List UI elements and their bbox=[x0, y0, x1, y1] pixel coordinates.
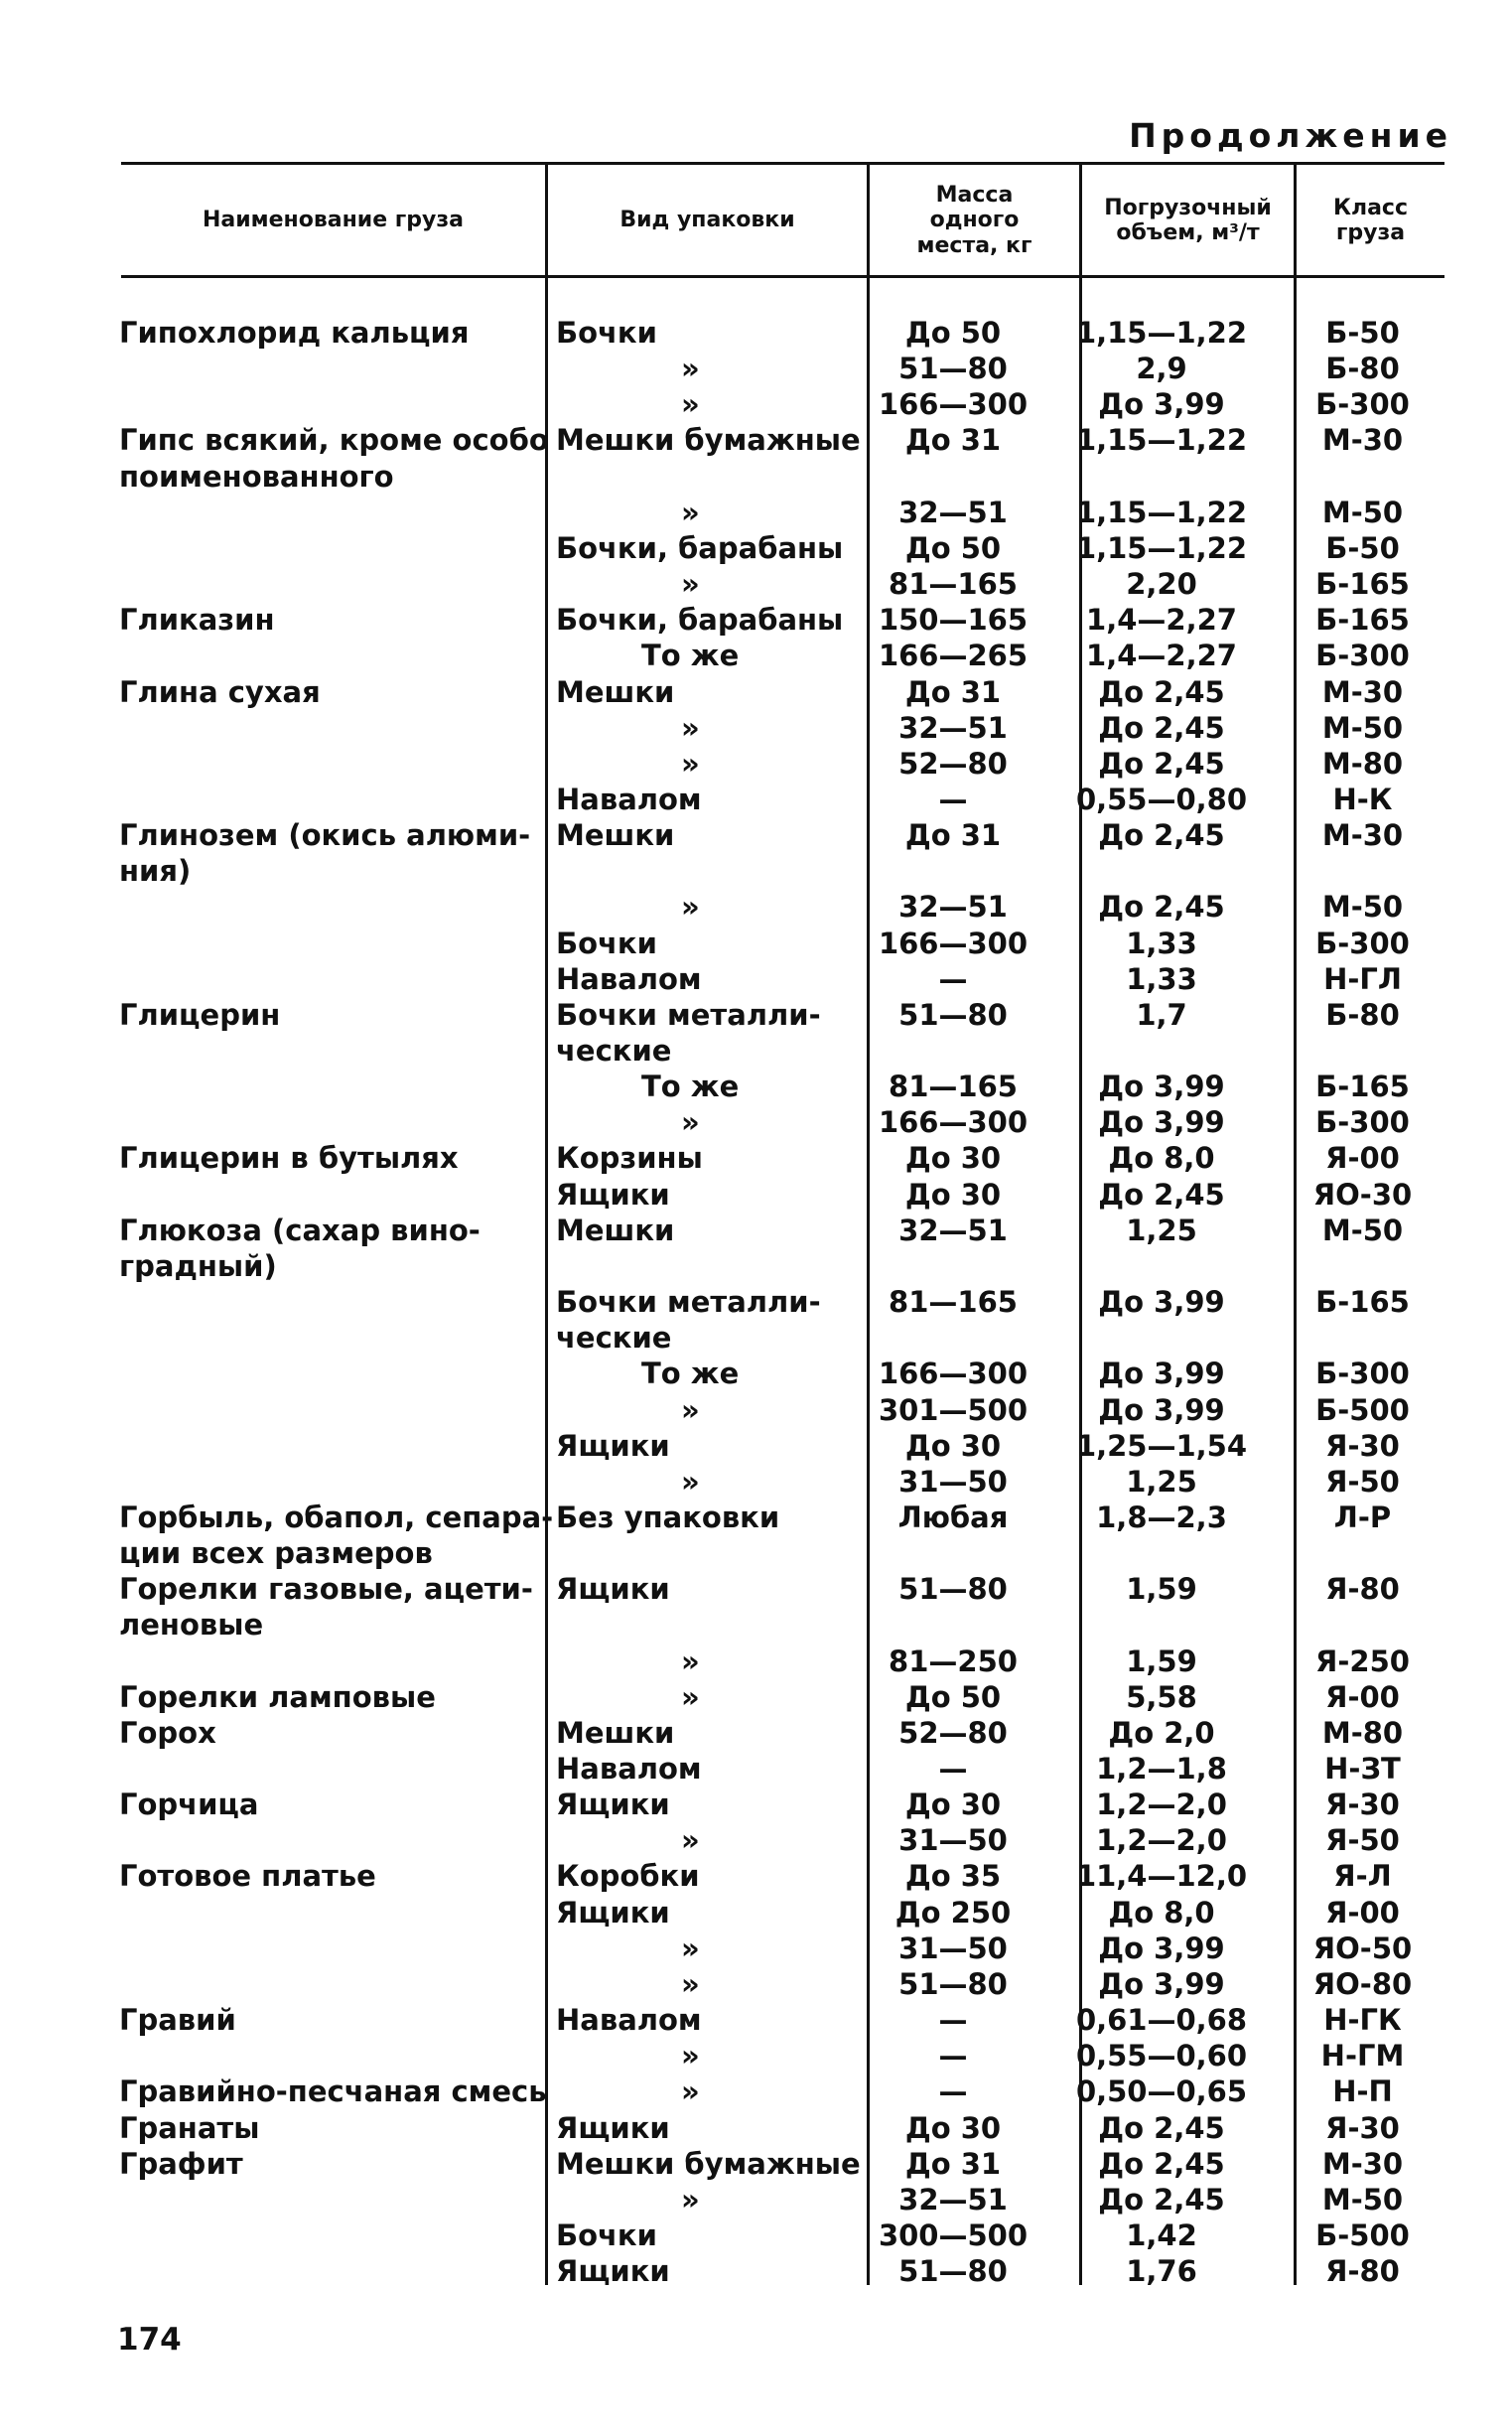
cell-mass: 51—80 bbox=[898, 1572, 1008, 1607]
cell-mass: 166—300 bbox=[878, 387, 1029, 422]
table-row bbox=[0, 675, 1512, 711]
cell-name: Гравий bbox=[119, 2003, 236, 2038]
cell-volume: До 2,45 bbox=[1098, 818, 1225, 853]
cell-class: Я-250 bbox=[1315, 1644, 1410, 1678]
cell-pack: » bbox=[681, 1392, 700, 1427]
cell-name: Глинозем (окись алюми- bbox=[119, 818, 531, 853]
cell-class: М-50 bbox=[1321, 495, 1404, 529]
cell-volume: До 2,45 bbox=[1098, 746, 1225, 781]
table-row bbox=[0, 1536, 1512, 1572]
cell-class: Я-30 bbox=[1325, 1788, 1400, 1822]
cell-pack: Навалом bbox=[556, 782, 702, 816]
cell-volume: 1,8—2,3 bbox=[1096, 1500, 1227, 1534]
cell-volume: До 3,99 bbox=[1098, 1357, 1225, 1391]
table-row bbox=[0, 2074, 1512, 2110]
cell-name: Глицерин bbox=[119, 997, 281, 1032]
cell-name: Графит bbox=[119, 2146, 243, 2181]
table-row bbox=[0, 1788, 1512, 1823]
cell-pack: Ящики bbox=[556, 1428, 670, 1463]
table-row bbox=[0, 1178, 1512, 1214]
table-row bbox=[0, 1214, 1512, 1249]
cell-pack: Ящики bbox=[556, 1895, 670, 1930]
cell-pack: Ящики bbox=[556, 1572, 670, 1607]
cell-volume: До 2,45 bbox=[1098, 710, 1225, 745]
cell-class: Н-П bbox=[1332, 2074, 1393, 2109]
cell-mass: 32—51 bbox=[898, 2182, 1008, 2217]
table-row bbox=[0, 1645, 1512, 1680]
cell-name: Горчица bbox=[119, 1788, 259, 1822]
cell-name: Горелки газовые, ацети- bbox=[119, 1572, 533, 1607]
cell-volume: 1,59 bbox=[1126, 1644, 1197, 1678]
cell-class: Я-00 bbox=[1325, 1141, 1400, 1176]
cell-name: Горбыль, обапол, сепара- bbox=[119, 1500, 554, 1534]
cell-pack: Ящики bbox=[556, 1788, 670, 1822]
table-row bbox=[0, 1034, 1512, 1070]
cell-name: Гипс всякий, кроме особо bbox=[119, 423, 549, 458]
cell-mass: 81—165 bbox=[889, 1070, 1018, 1104]
cell-mass: До 30 bbox=[904, 1428, 1002, 1463]
cell-name: Гравийно-песчаная смесь bbox=[119, 2074, 547, 2109]
cell-volume: 1,4—2,27 bbox=[1086, 603, 1237, 638]
cell-pack: » bbox=[681, 387, 700, 422]
cell-volume: 1,42 bbox=[1126, 2217, 1197, 2252]
cell-name: Горох bbox=[119, 1715, 216, 1750]
cell-mass: — bbox=[938, 2074, 968, 2109]
cell-volume: До 2,45 bbox=[1098, 2182, 1225, 2217]
table-row bbox=[0, 711, 1512, 747]
cell-class: Я-30 bbox=[1325, 1428, 1400, 1463]
cell-class: ЯО-50 bbox=[1312, 1931, 1413, 1965]
cell-mass: — bbox=[938, 782, 968, 816]
cell-name: Глицерин в бутылях bbox=[119, 1141, 459, 1176]
cell-pack: Бочки, барабаны bbox=[556, 530, 844, 565]
cell-class: Н-ЗТ bbox=[1324, 1752, 1401, 1786]
table-row bbox=[0, 1141, 1512, 1177]
cell-volume: 0,55—0,80 bbox=[1075, 782, 1248, 816]
cell-name: Горелки ламповые bbox=[119, 1679, 436, 1714]
cell-class: Б-500 bbox=[1315, 1392, 1410, 1427]
cell-class: Б-300 bbox=[1315, 926, 1410, 960]
cell-pack: Мешки бумажные bbox=[556, 2146, 861, 2181]
cell-volume: До 8,0 bbox=[1108, 1895, 1215, 1930]
cell-mass: До 30 bbox=[904, 1141, 1002, 1176]
cell-pack: » bbox=[681, 1679, 700, 1714]
table-row bbox=[0, 1429, 1512, 1465]
table-row bbox=[0, 1393, 1512, 1429]
table-row bbox=[0, 1896, 1512, 1931]
table-row bbox=[0, 1680, 1512, 1716]
cell-mass: 32—51 bbox=[898, 890, 1008, 925]
cell-name: градный) bbox=[119, 1248, 277, 1283]
table-row bbox=[0, 352, 1512, 387]
cell-name: Глюкоза (сахар вино- bbox=[119, 1213, 481, 1247]
cell-name: ния) bbox=[119, 854, 192, 889]
cell-class: Н-К bbox=[1332, 782, 1393, 816]
cell-class: Б-300 bbox=[1315, 1357, 1410, 1391]
table-row bbox=[0, 460, 1512, 496]
table-row bbox=[0, 1105, 1512, 1141]
cell-pack: » bbox=[681, 1644, 700, 1678]
table-row bbox=[0, 2254, 1512, 2290]
cell-class: Я-Л bbox=[1333, 1859, 1392, 1894]
cell-mass: 31—50 bbox=[898, 1931, 1008, 1965]
table-row bbox=[0, 603, 1512, 639]
cell-pack: » bbox=[681, 2182, 700, 2217]
cell-class: Я-50 bbox=[1325, 1464, 1400, 1499]
cell-mass: 81—165 bbox=[889, 1285, 1018, 1320]
table-row bbox=[0, 854, 1512, 890]
cell-volume: 0,50—0,65 bbox=[1075, 2074, 1248, 2109]
table-row bbox=[0, 639, 1512, 674]
cell-pack: ческие bbox=[556, 1321, 672, 1356]
cell-mass: 150—165 bbox=[878, 603, 1029, 638]
cell-volume: 0,61—0,68 bbox=[1075, 2003, 1248, 2038]
cell-mass: До 50 bbox=[904, 1679, 1002, 1714]
cell-pack: Бочки, барабаны bbox=[556, 603, 844, 638]
table-row bbox=[0, 890, 1512, 926]
cell-pack: Корзины bbox=[556, 1141, 703, 1176]
cell-class: М-50 bbox=[1321, 710, 1404, 745]
table-row bbox=[0, 1716, 1512, 1752]
cell-mass: До 31 bbox=[904, 2146, 1002, 2181]
cell-pack: » bbox=[681, 710, 700, 745]
cell-volume: 1,25—1,54 bbox=[1075, 1428, 1248, 1463]
table-row bbox=[0, 1572, 1512, 1608]
cell-mass: 32—51 bbox=[898, 710, 1008, 745]
cell-class: Я-50 bbox=[1325, 1823, 1400, 1858]
header-mass: Масса одного места, кг bbox=[916, 183, 1032, 258]
cell-pack: » bbox=[681, 2039, 700, 2074]
cell-volume: 1,15—1,22 bbox=[1075, 530, 1248, 565]
cell-volume: 1,25 bbox=[1126, 1213, 1197, 1247]
table-row bbox=[0, 1070, 1512, 1105]
cell-class: Я-30 bbox=[1325, 2110, 1400, 2145]
cell-mass: — bbox=[938, 1752, 968, 1786]
cell-mass: 52—80 bbox=[898, 1715, 1008, 1750]
table-row bbox=[0, 1752, 1512, 1788]
table-row bbox=[0, 747, 1512, 783]
cell-volume: 1,7 bbox=[1136, 997, 1187, 1032]
cell-mass: До 31 bbox=[904, 674, 1002, 709]
cell-class: Б-165 bbox=[1315, 1070, 1410, 1104]
cell-class: Н-ГК bbox=[1323, 2003, 1402, 2038]
cell-name: Гипохлорид кальция bbox=[119, 316, 470, 350]
cell-pack: Бочки bbox=[556, 316, 657, 350]
cell-name: Готовое платье bbox=[119, 1859, 376, 1894]
cell-class: Б-300 bbox=[1315, 1105, 1410, 1140]
cell-volume: 1,2—2,0 bbox=[1096, 1823, 1227, 1858]
cell-pack: » bbox=[681, 495, 700, 529]
cell-mass: — bbox=[938, 2039, 968, 2074]
cell-class: Б-50 bbox=[1325, 530, 1400, 565]
table-row bbox=[0, 387, 1512, 423]
cell-class: М-50 bbox=[1321, 1213, 1404, 1247]
cell-mass: До 30 bbox=[904, 1788, 1002, 1822]
table-row bbox=[0, 1608, 1512, 1644]
cell-mass: 32—51 bbox=[898, 1213, 1008, 1247]
cell-pack: Бочки металли- bbox=[556, 1285, 821, 1320]
cell-pack: Навалом bbox=[556, 1752, 702, 1786]
cell-volume: 1,15—1,22 bbox=[1075, 495, 1248, 529]
cell-volume: До 2,45 bbox=[1098, 890, 1225, 925]
cell-volume: До 2,45 bbox=[1098, 2110, 1225, 2145]
table-row bbox=[0, 316, 1512, 352]
table-row bbox=[0, 783, 1512, 818]
header-bottom-rule bbox=[121, 275, 1444, 278]
cell-pack: Мешки bbox=[556, 818, 675, 853]
cell-pack: Ящики bbox=[556, 1177, 670, 1212]
cell-pack: Мешки бумажные bbox=[556, 423, 861, 458]
cell-name: Глина сухая bbox=[119, 674, 321, 709]
cell-volume: 0,55—0,60 bbox=[1075, 2039, 1248, 2074]
cell-class: Б-300 bbox=[1315, 387, 1410, 422]
cell-mass: 166—300 bbox=[878, 1357, 1029, 1391]
cell-name: Гликазин bbox=[119, 603, 275, 638]
cell-pack: Бочки bbox=[556, 2217, 657, 2252]
cell-volume: До 2,45 bbox=[1098, 1177, 1225, 1212]
table-row bbox=[0, 1249, 1512, 1285]
cell-class: М-80 bbox=[1321, 746, 1404, 781]
header-class: Класс груза bbox=[1332, 195, 1409, 245]
cell-volume: 1,2—2,0 bbox=[1096, 1788, 1227, 1822]
cell-pack: » bbox=[681, 1823, 700, 1858]
cell-class: Н-ГМ bbox=[1320, 2039, 1405, 2074]
cell-pack: То же bbox=[641, 639, 740, 673]
cell-mass: До 30 bbox=[904, 1177, 1002, 1212]
cell-class: Н-ГЛ bbox=[1323, 961, 1402, 996]
table-row bbox=[0, 927, 1512, 962]
cell-volume: 11,4—12,0 bbox=[1075, 1859, 1248, 1894]
continuation-label: Продолжение bbox=[1129, 116, 1452, 155]
cell-class: Я-00 bbox=[1325, 1895, 1400, 1930]
table-row bbox=[0, 2003, 1512, 2039]
cell-class: М-50 bbox=[1321, 890, 1404, 925]
page-number: 174 bbox=[117, 2322, 182, 2358]
cell-pack: Бочки bbox=[556, 926, 657, 960]
table-row bbox=[0, 1931, 1512, 1967]
cell-pack: » bbox=[681, 567, 700, 602]
cell-mass: 301—500 bbox=[878, 1392, 1029, 1427]
table-row bbox=[0, 1859, 1512, 1895]
cell-name: поименованного bbox=[119, 459, 394, 494]
cell-class: М-80 bbox=[1321, 1715, 1404, 1750]
cell-volume: 1,33 bbox=[1126, 961, 1197, 996]
cell-mass: До 50 bbox=[904, 530, 1002, 565]
cell-mass: 166—300 bbox=[878, 1105, 1029, 1140]
cell-name: Гранаты bbox=[119, 2110, 260, 2145]
cell-pack: Мешки bbox=[556, 1715, 675, 1750]
cell-pack: » bbox=[681, 1931, 700, 1965]
cell-volume: 1,76 bbox=[1126, 2254, 1197, 2289]
cell-pack: Ящики bbox=[556, 2110, 670, 2145]
cell-mass: 81—165 bbox=[889, 567, 1018, 602]
cell-class: ЯО-30 bbox=[1312, 1177, 1413, 1212]
cell-pack: Бочки металли- bbox=[556, 997, 821, 1032]
cell-volume: До 2,45 bbox=[1098, 674, 1225, 709]
cell-pack: Мешки bbox=[556, 1213, 675, 1247]
cell-class: М-30 bbox=[1321, 674, 1404, 709]
cell-pack: То же bbox=[641, 1357, 740, 1391]
cell-name: ции всех размеров bbox=[119, 1536, 433, 1571]
cell-class: Б-80 bbox=[1325, 997, 1400, 1032]
table-row bbox=[0, 2183, 1512, 2218]
cell-mass: До 30 bbox=[904, 2110, 1002, 2145]
header-name: Наименование груза bbox=[202, 208, 465, 233]
cell-class: Я-80 bbox=[1325, 2254, 1400, 2289]
cell-volume: 1,2—1,8 bbox=[1096, 1752, 1227, 1786]
cell-class: Б-80 bbox=[1325, 352, 1400, 386]
cell-pack: Навалом bbox=[556, 961, 702, 996]
cell-class: Б-165 bbox=[1315, 603, 1410, 638]
cell-class: М-30 bbox=[1321, 2146, 1404, 2181]
cell-pack: Навалом bbox=[556, 2003, 702, 2038]
cell-mass: До 50 bbox=[904, 316, 1002, 350]
cell-mass: 52—80 bbox=[898, 746, 1008, 781]
header-pack: Вид упаковки bbox=[619, 208, 795, 233]
table-row bbox=[0, 1285, 1512, 1321]
cell-pack: ческие bbox=[556, 1034, 672, 1068]
table-row bbox=[0, 567, 1512, 603]
cell-mass: До 250 bbox=[894, 1895, 1012, 1930]
cell-mass: 300—500 bbox=[878, 2217, 1029, 2252]
cell-pack: Без упаковки bbox=[556, 1500, 780, 1534]
cell-class: Я-80 bbox=[1325, 1572, 1400, 1607]
table-row bbox=[0, 2218, 1512, 2254]
cell-pack: » bbox=[681, 890, 700, 925]
cell-volume: 1,59 bbox=[1126, 1572, 1197, 1607]
cell-class: М-50 bbox=[1321, 2182, 1404, 2217]
cell-class: ЯО-80 bbox=[1312, 1966, 1413, 2001]
cell-volume: До 3,99 bbox=[1098, 387, 1225, 422]
table-row bbox=[0, 1967, 1512, 2003]
cell-pack: » bbox=[681, 1966, 700, 2001]
table-row bbox=[0, 1501, 1512, 1536]
cell-pack: » bbox=[681, 1464, 700, 1499]
cell-class: М-30 bbox=[1321, 423, 1404, 458]
cell-volume: 2,9 bbox=[1136, 352, 1187, 386]
cell-mass: До 31 bbox=[904, 423, 1002, 458]
table-row bbox=[0, 2111, 1512, 2147]
cell-volume: До 8,0 bbox=[1108, 1141, 1215, 1176]
table-row bbox=[0, 496, 1512, 531]
table-row bbox=[0, 423, 1512, 459]
cell-mass: — bbox=[938, 2003, 968, 2038]
cell-volume: До 3,99 bbox=[1098, 1105, 1225, 1140]
cell-class: Б-165 bbox=[1315, 567, 1410, 602]
cell-volume: До 3,99 bbox=[1098, 1070, 1225, 1104]
cell-volume: До 2,45 bbox=[1098, 2146, 1225, 2181]
cell-pack: То же bbox=[641, 1070, 740, 1104]
cell-mass: 51—80 bbox=[898, 352, 1008, 386]
table-row bbox=[0, 1321, 1512, 1357]
table-row bbox=[0, 962, 1512, 998]
cell-pack: Ящики bbox=[556, 2254, 670, 2289]
cell-class: Л-Р bbox=[1333, 1500, 1392, 1534]
cell-mass: 51—80 bbox=[898, 1966, 1008, 2001]
cell-mass: 32—51 bbox=[898, 495, 1008, 529]
cell-mass: — bbox=[938, 961, 968, 996]
cell-mass: Любая bbox=[897, 1500, 1009, 1534]
cell-volume: 1,4—2,27 bbox=[1086, 639, 1237, 673]
table-row bbox=[0, 1465, 1512, 1501]
cell-mass: 51—80 bbox=[898, 997, 1008, 1032]
cell-volume: 1,15—1,22 bbox=[1075, 423, 1248, 458]
cell-mass: 166—300 bbox=[878, 926, 1029, 960]
cell-pack: Коробки bbox=[556, 1859, 700, 1894]
cell-pack: Мешки bbox=[556, 674, 675, 709]
table-row bbox=[0, 998, 1512, 1034]
cell-mass: 31—50 bbox=[898, 1464, 1008, 1499]
cell-pack: » bbox=[681, 2074, 700, 2109]
cell-mass: 166—265 bbox=[878, 639, 1029, 673]
header-volume: Погрузочный объем, м³/т bbox=[1104, 195, 1272, 245]
cell-pack: » bbox=[681, 352, 700, 386]
cell-mass: До 35 bbox=[904, 1859, 1002, 1894]
cell-mass: До 31 bbox=[904, 818, 1002, 853]
cell-volume: До 3,99 bbox=[1098, 1285, 1225, 1320]
table-top-rule bbox=[121, 162, 1444, 165]
cell-class: Б-165 bbox=[1315, 1285, 1410, 1320]
cell-class: Б-500 bbox=[1315, 2217, 1410, 2252]
cell-volume: 1,15—1,22 bbox=[1075, 316, 1248, 350]
cell-mass: 31—50 bbox=[898, 1823, 1008, 1858]
cell-volume: До 3,99 bbox=[1098, 1392, 1225, 1427]
table-row bbox=[0, 1823, 1512, 1859]
cell-class: Б-300 bbox=[1315, 639, 1410, 673]
cell-class: Я-00 bbox=[1325, 1679, 1400, 1714]
cell-volume: 5,58 bbox=[1126, 1679, 1197, 1714]
cell-pack: » bbox=[681, 746, 700, 781]
cell-mass: 51—80 bbox=[898, 2254, 1008, 2289]
cell-class: Б-50 bbox=[1325, 316, 1400, 350]
cell-name: леновые bbox=[119, 1608, 264, 1643]
cell-volume: 2,20 bbox=[1126, 567, 1197, 602]
cell-mass: 81—250 bbox=[889, 1644, 1018, 1678]
table-row bbox=[0, 818, 1512, 854]
cell-volume: 1,33 bbox=[1126, 926, 1197, 960]
table-row bbox=[0, 2039, 1512, 2074]
cell-class: М-30 bbox=[1321, 818, 1404, 853]
cell-volume: До 3,99 bbox=[1098, 1966, 1225, 2001]
cell-volume: До 2,0 bbox=[1108, 1715, 1215, 1750]
table-row bbox=[0, 1357, 1512, 1392]
table-row bbox=[0, 2147, 1512, 2183]
cell-volume: 1,25 bbox=[1126, 1464, 1197, 1499]
cell-pack: » bbox=[681, 1105, 700, 1140]
cell-volume: До 3,99 bbox=[1098, 1931, 1225, 1965]
table-row bbox=[0, 531, 1512, 567]
